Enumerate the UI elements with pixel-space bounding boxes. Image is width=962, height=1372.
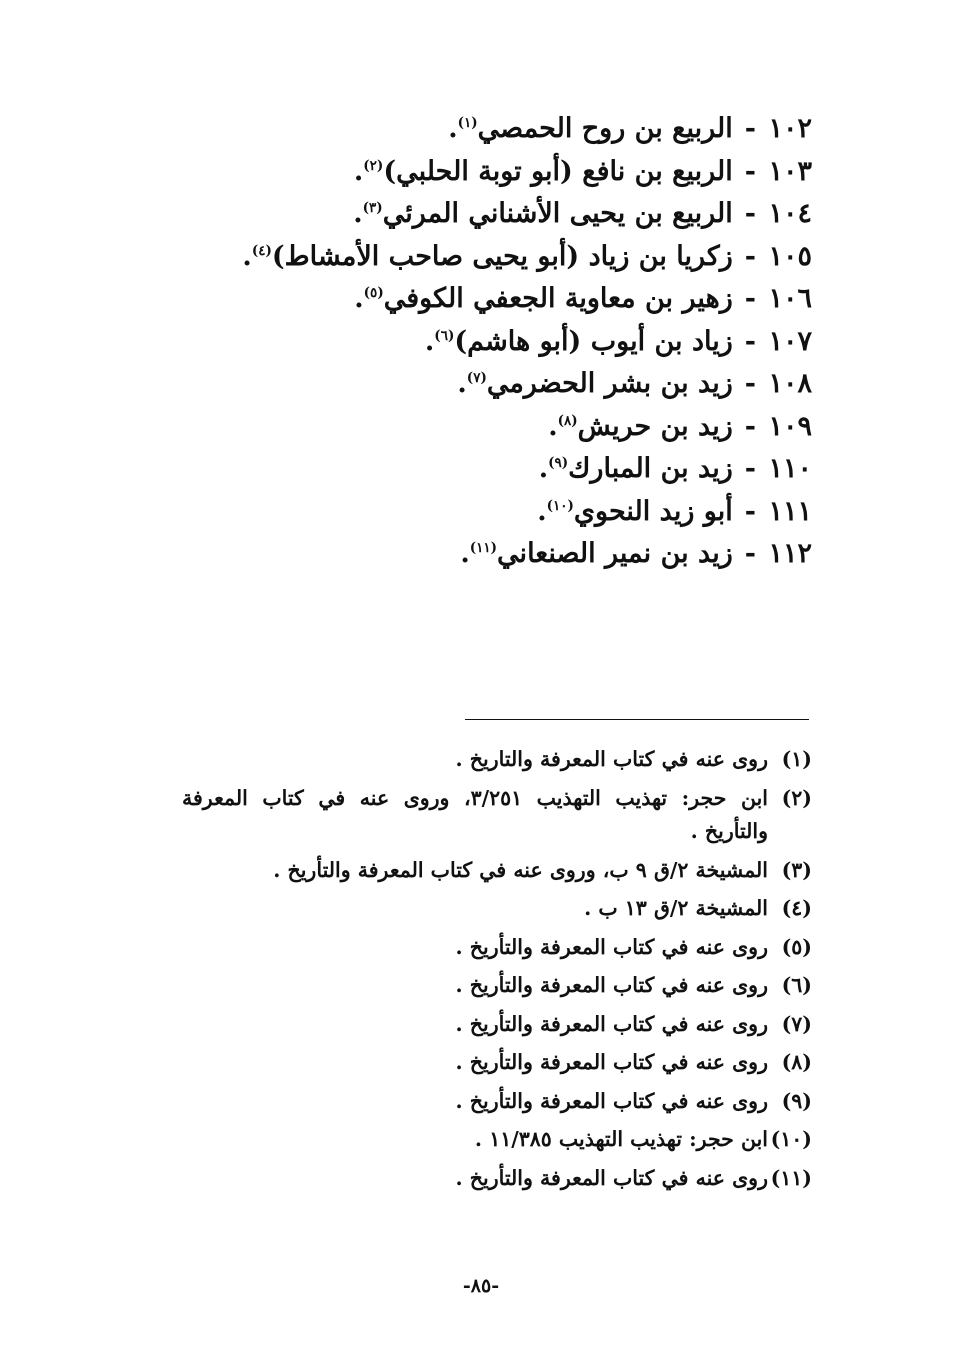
footnote-number: (١٠) xyxy=(770,1127,812,1151)
list-item xyxy=(152,236,812,279)
footnote-number: (١١) xyxy=(770,1165,812,1190)
footnote-text: روى عنه في كتاب المعرفة والتأريخ . xyxy=(455,1088,768,1113)
entry-end: . xyxy=(548,410,558,442)
footnotes xyxy=(182,740,812,1197)
entry-dash: - xyxy=(744,410,756,442)
footnote-ref: (٦) xyxy=(434,327,455,344)
list-item xyxy=(152,151,812,194)
entry-name: الربيع بن نافع (أبو توبة الحلبي) xyxy=(383,155,733,187)
narrator-list xyxy=(152,108,812,576)
entry-number: ١٠٦ xyxy=(768,283,812,314)
list-item xyxy=(152,491,812,534)
footnote-item xyxy=(182,1120,812,1159)
footnote-text: المشيخة ٢/ق ١٣ ب . xyxy=(584,896,768,920)
footnote-ref: (٣) xyxy=(362,200,383,216)
footnote-ref: (٩) xyxy=(548,455,569,471)
footnote-ref: (٥) xyxy=(363,285,384,301)
footnote-ref: (١١) xyxy=(469,540,498,556)
entry-dash: - xyxy=(744,538,756,569)
entry-end: . xyxy=(353,198,363,229)
footnote-item xyxy=(182,1159,812,1198)
entry-number: ١٠٤ xyxy=(768,198,812,229)
entry-number: ١٠٧ xyxy=(768,325,812,357)
entry-number: ١٠٥ xyxy=(768,240,812,272)
footnote-text: روى عنه في كتاب المعرفة والتأريخ . xyxy=(455,934,768,959)
footnote-number: (٣) xyxy=(781,857,812,882)
footnote-text: روى عنه في كتاب المعرفة والتاريخ . xyxy=(455,747,768,771)
entry-dash: - xyxy=(744,198,756,229)
entry-end: . xyxy=(424,325,435,357)
entry-dash: - xyxy=(744,155,756,187)
entry-dash: - xyxy=(744,240,756,272)
entry-name: زياد بن أيوب (أبو هاشم) xyxy=(454,325,733,357)
footnote-item xyxy=(182,889,812,928)
list-item xyxy=(152,406,812,449)
entry-number: ١٠٩ xyxy=(768,410,812,442)
entry-name: زيد بن المبارك xyxy=(568,453,733,484)
entry-number: ١٠٢ xyxy=(768,113,812,144)
footnote-text: ابن حجر: تهذيب التهذيب ١١/٣٨٥ . xyxy=(474,1127,768,1151)
list-item xyxy=(152,278,812,321)
footnote-item xyxy=(182,1082,812,1121)
entry-dash: - xyxy=(744,325,756,357)
entry-end: . xyxy=(457,368,467,399)
list-item xyxy=(152,321,812,364)
footnote-divider xyxy=(465,719,809,720)
list-item xyxy=(152,533,812,576)
entry-number: ١٠٣ xyxy=(768,155,812,187)
entry-end: . xyxy=(242,240,252,272)
footnote-item xyxy=(182,740,812,779)
entry-end: . xyxy=(460,538,470,569)
footnote-item xyxy=(182,851,812,890)
footnote-item xyxy=(182,928,812,967)
footnote-item xyxy=(182,966,812,1005)
entry-end: . xyxy=(353,155,364,187)
footnote-item xyxy=(182,779,812,851)
list-item xyxy=(152,363,812,406)
entry-dash: - xyxy=(744,283,756,314)
footnote-ref: (٧) xyxy=(466,370,487,386)
entry-end: . xyxy=(448,113,458,144)
entry-number: ١١١ xyxy=(768,495,812,527)
page-number: -٨٥- xyxy=(462,1275,500,1297)
footnote-item xyxy=(182,1005,812,1044)
footnote-text: المشيخة ٢/ق ٩ ب، وروى عنه في كتاب المعرفة والتأريخ . xyxy=(273,857,768,882)
footnote-text: روى عنه في كتاب المعرفة والتأريخ . xyxy=(455,1011,768,1036)
footnote-ref: (٨) xyxy=(557,412,578,429)
entry-end: . xyxy=(537,495,547,527)
footnote-number: (٢) xyxy=(781,785,812,810)
footnote-item xyxy=(182,1043,812,1082)
footnote-text: روى عنه في كتاب المعرفة والتأريخ . xyxy=(455,1165,768,1190)
footnote-number: (١) xyxy=(781,747,812,771)
entry-name: زيد بن نمير الصنعاني xyxy=(497,538,733,569)
entry-name: الربيع بن روح الحمصي xyxy=(477,113,733,144)
entry-number: ١٠٨ xyxy=(768,368,812,399)
list-item xyxy=(152,193,812,236)
footnote-number: (٦) xyxy=(781,973,812,997)
footnote-number: (٨) xyxy=(781,1050,812,1074)
footnote-number: (٩) xyxy=(781,1088,812,1113)
list-item xyxy=(152,448,812,491)
footnote-text: ابن حجر: تهذيب التهذيب ٣/٢٥١، وروى عنه في كتاب المعرفة والتأريخ . xyxy=(182,785,768,843)
entry-end: . xyxy=(538,453,549,484)
entry-name: زيد بن بشر الحضرمي xyxy=(486,368,733,399)
footnote-number: (٤) xyxy=(781,896,812,920)
list-item xyxy=(152,108,812,151)
footnote-text: روى عنه في كتاب المعرفة والتأريخ . xyxy=(455,1050,768,1074)
footnote-text: روى عنه في كتاب المعرفة والتأريخ . xyxy=(455,973,768,997)
entry-number: ١١٠ xyxy=(768,453,812,484)
entry-name: أبو زيد النحوي xyxy=(573,495,733,527)
entry-end: . xyxy=(354,283,364,314)
entry-name: زكريا بن زياد (أبو يحيى صاحب الأمشاط) xyxy=(271,240,733,272)
entry-dash: - xyxy=(744,113,756,144)
footnote-ref: (١) xyxy=(457,115,478,131)
entry-dash: - xyxy=(744,368,756,399)
entry-name: زهير بن معاوية الجعفي الكوفي xyxy=(383,283,733,314)
entry-name: الربيع بن يحيى الأشناني المرئي xyxy=(382,198,733,229)
footnote-ref: (٤) xyxy=(251,242,272,259)
footnote-ref: (١٠) xyxy=(546,497,574,514)
entry-dash: - xyxy=(744,453,756,484)
entry-dash: - xyxy=(744,495,756,527)
footnote-number: (٧) xyxy=(781,1011,812,1036)
footnote-ref: (٢) xyxy=(363,157,384,174)
footnote-number: (٥) xyxy=(781,934,812,959)
entry-name: زيد بن حريش xyxy=(577,410,733,442)
entry-number: ١١٢ xyxy=(768,538,812,569)
